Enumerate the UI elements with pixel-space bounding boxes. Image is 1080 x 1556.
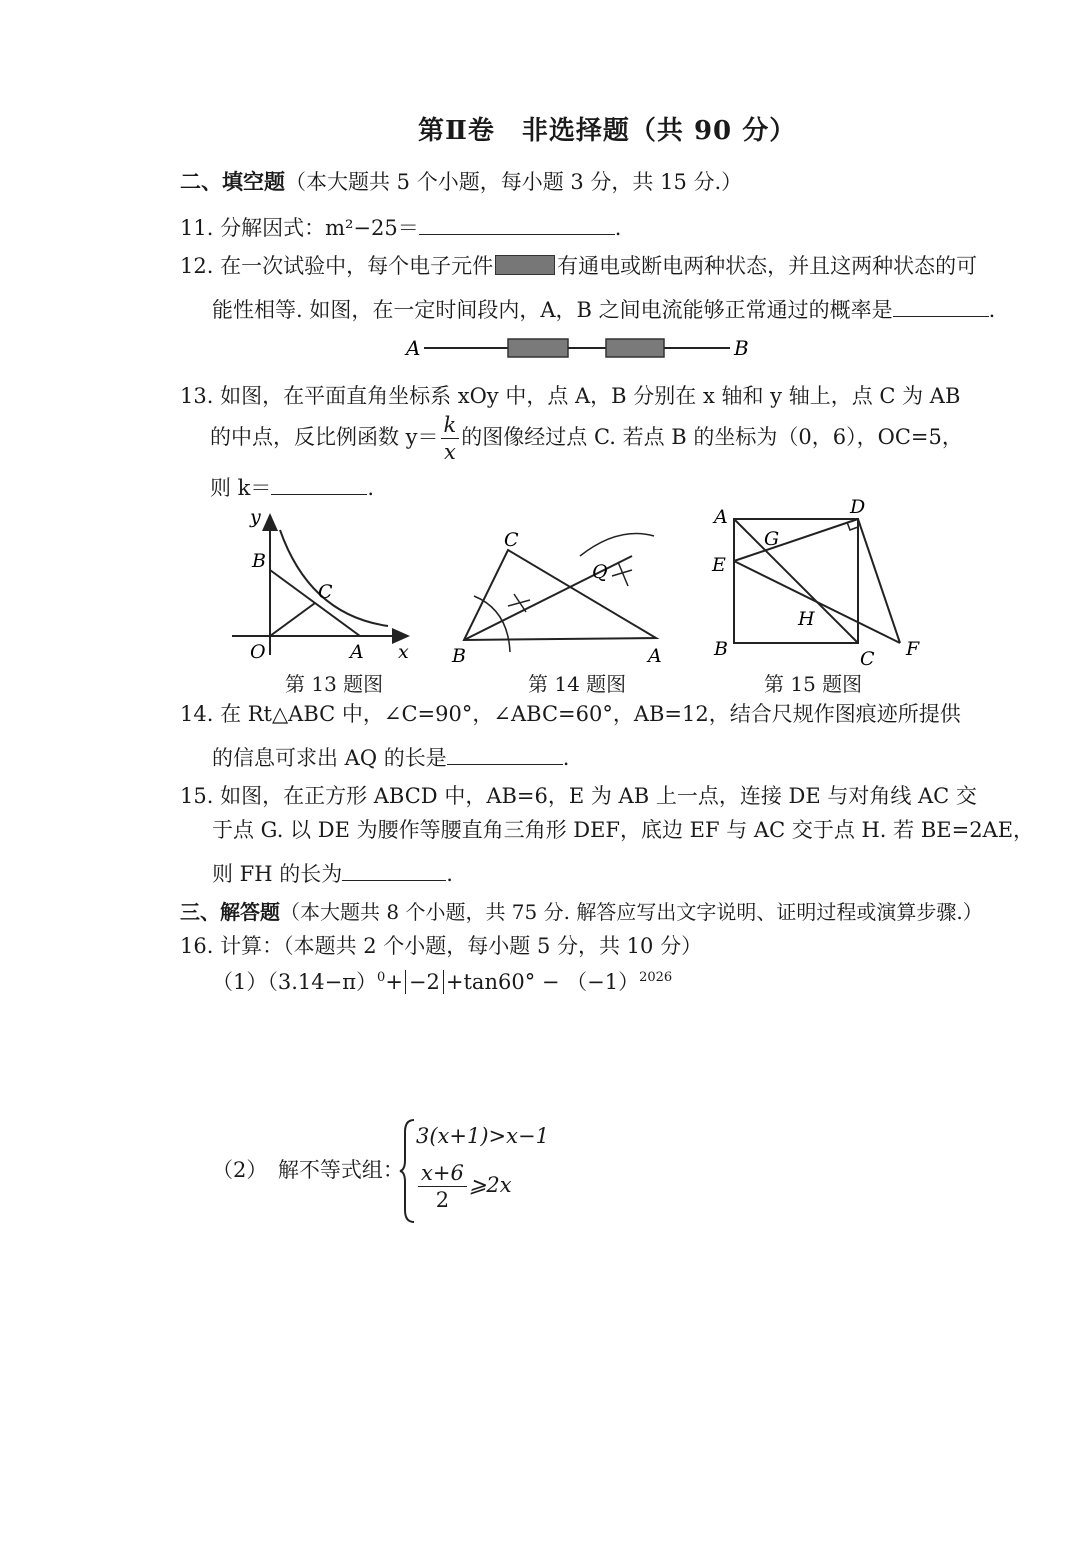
answer-blank[interactable] [271, 474, 367, 495]
question-13-line3 [210, 472, 374, 502]
q12-end: . [988, 298, 996, 322]
section-note: （本大题共 5 个小题，每小题 3 分，共 15 分.） [285, 170, 743, 194]
label-d: D [850, 496, 866, 518]
q14-text: 的信息可求出 AQ 的长是 [212, 746, 447, 770]
question-12-line1 [180, 250, 977, 280]
section-name: 二、填空题 [180, 169, 285, 194]
figure-13 [222, 505, 422, 667]
label-b: B [452, 645, 466, 667]
label-g: G [764, 528, 780, 550]
question-13-line1: 13. 如图，在平面直角坐标系 xOy 中，点 A，B 分别在 x 轴和 y 轴上，点 C 为 AB [180, 384, 961, 408]
page-title: 第Ⅱ卷 非选择题（共 90 分） [418, 116, 797, 146]
label-c: C [504, 529, 519, 551]
left-brace [398, 1116, 418, 1226]
circuit-label-b: B [734, 336, 749, 360]
label-e: E [712, 554, 726, 576]
component-1 [508, 339, 568, 357]
q13-text-c: 则 k＝ [210, 476, 272, 500]
segment-de [734, 519, 858, 561]
absolute-value: −2 [405, 970, 444, 994]
segment-oc [270, 603, 315, 636]
label-h: H [798, 608, 815, 630]
label-f: F [906, 638, 920, 660]
label-c: C [860, 648, 875, 667]
label-b: B [252, 550, 266, 572]
figure-14 [448, 520, 680, 667]
fraction-x-plus-6-over-2: $\frac{x+6}{2}$ [418, 1160, 467, 1213]
figure-15-caption: 第 15 题图 [764, 672, 863, 696]
section-heading-fill-blank [180, 166, 742, 196]
q12-text-b: 有通电或断电两种状态，并且这两种状态的可 [557, 254, 978, 278]
section-heading-answers [180, 896, 983, 925]
q15-text: 则 FH 的长为 [212, 862, 343, 886]
question-14-line2 [212, 742, 569, 772]
question-16-part1: $(1)(3.14-\pi)^0+ -2 +\tan 60^\circ - (-1)^{2026}$ [212, 970, 673, 994]
question-11 [180, 212, 621, 242]
label-c: C [318, 581, 333, 603]
diagonal-ac [734, 519, 858, 643]
inequality-1: 3(x+1)>x−1 [416, 1124, 549, 1148]
label-a: A [350, 641, 364, 663]
question-15-line1: 15. 如图，在正方形 ABCD 中，AB=6，E 为 AB 上一点，连接 DE 与对角线 AC 交 [180, 784, 977, 808]
label-q: Q [592, 561, 608, 583]
inequality-2: $\frac{x+6}{2}$ ⩾2x [416, 1160, 512, 1213]
label-x: x [398, 641, 409, 663]
answer-blank[interactable] [893, 296, 989, 317]
q13-text-b: 的图像经过点 C. 若点 B 的坐标为（0，6），OC=5， [461, 425, 963, 449]
construction-arc-q [580, 534, 654, 557]
construction-arc-b [474, 596, 510, 652]
figure-15 [706, 495, 938, 667]
q14-end: . [562, 746, 570, 770]
question-16-part2-label: （2） 解不等式组： [212, 1158, 404, 1182]
segment-ef [734, 561, 900, 643]
q12-text-a: 12. 在一次试验中，每个电子元件 [180, 254, 494, 278]
q11-text: 11. 分解因式：m²−25＝ [180, 216, 419, 240]
answer-blank[interactable] [447, 744, 563, 765]
question-15-line2: 于点 G. 以 DE 为腰作等腰直角三角形 DEF，底边 EF 与 AC 交于点 H. 若 BE=2AE， [212, 818, 1035, 842]
circuit-figure [400, 330, 760, 364]
label-b: B [714, 638, 728, 660]
label-a: A [648, 645, 662, 667]
q11-end: . [614, 216, 622, 240]
q12-text-c: 能性相等. 如图，在一定时间段内，A，B 之间电流能够正常通过的概率是 [212, 298, 893, 322]
q13-text-a: 的中点，反比例函数 y＝ [210, 425, 439, 449]
label-o: O [250, 641, 266, 663]
k-over-x-fraction: $\frac{k}{x}$ [441, 412, 460, 465]
question-13-line2 [210, 412, 963, 465]
question-12-line2 [212, 294, 995, 324]
circuit-label-a: A [406, 336, 421, 360]
section-name: 三、解答题 [180, 900, 280, 924]
q15-end: . [446, 862, 453, 886]
label-y: y [250, 506, 261, 528]
question-16-head: 16. 计算：（本题共 2 个小题，每小题 5 分，共 10 分） [180, 934, 703, 958]
label-a: A [714, 506, 728, 528]
section-note: （本大题共 8 个小题，共 75 分. 解答应写出文字说明、证明过程或演算步骤.） [280, 900, 983, 924]
answer-blank[interactable] [419, 214, 615, 235]
electronic-component-icon [495, 255, 555, 275]
question-15-line3 [212, 858, 453, 888]
component-2 [606, 339, 664, 357]
question-14-line1: 14. 在 Rt△ABC 中，∠C=90°，∠ABC=60°，AB=12，结合尺规作图痕迹所提供 [180, 702, 961, 726]
hyperbola-curve [280, 530, 388, 626]
q13-end: . [367, 476, 375, 500]
figure-14-caption: 第 14 题图 [528, 672, 627, 696]
figure-13-caption: 第 13 题图 [285, 672, 384, 696]
answer-blank[interactable] [342, 860, 446, 881]
